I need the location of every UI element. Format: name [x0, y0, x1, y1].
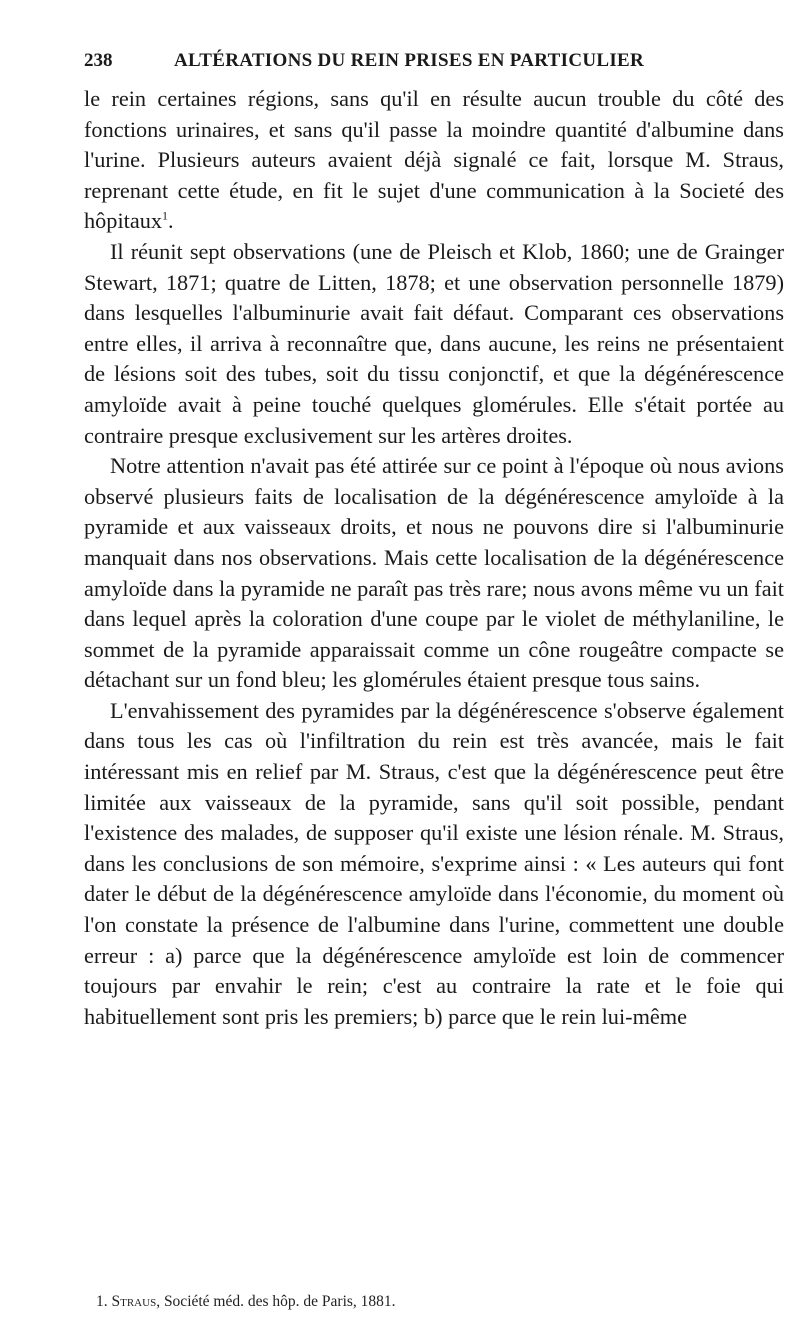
footnote: [96, 1293, 396, 1311]
footnote-author: Straus: [111, 1293, 157, 1310]
paragraph-1: [84, 84, 784, 237]
paragraph-1-end: .: [168, 208, 174, 234]
page: [84, 50, 784, 1032]
paragraph-3: Notre attention n'avait pas été attirée sur ce point à l'époque où nous avions observé plusieurs faits de localisation de la dégénérescence amyloïde à la pyramide et aux vaisseaux droits, et nous ne pouvons dire si l'albuminurie manquait dans nos observations. Mais cette localisation de la dégénérescence amyloïde dans la pyramide ne paraît pas très rare; nous avons même vu un fait dans lequel après la coloration d'une coupe par le violet de méthylaniline, le sommet de la pyramide apparaissait comme un cône rougeâtre compacte se détachant sur un fond bleu; les glomérules étaient presque tous sains.: [84, 453, 784, 693]
paragraph-1-text: le rein certaines régions, sans qu'il en résulte aucun trouble du côté des fonctions urinaires, et sans qu'il passe la moindre quantité d'albumine dans l'urine. Plusieurs auteurs avaient déjà signalé ce fait, lorsque M. Straus, reprenant cette étude, en fit le sujet d'une communication à la Societé des hôpitaux: [84, 86, 784, 234]
page-number: 238: [84, 50, 113, 71]
footnote-number: 1.: [96, 1293, 108, 1310]
running-title: ALTÉRATIONS DU REIN PRISES EN PARTICULIER: [174, 50, 645, 71]
page-header: [84, 50, 784, 84]
paragraph-4: L'envahissement des pyramides par la dégénérescence s'observe également dans tous les cas où l'infiltration du rein est très avancée, mais le fait intéressant mis en relief par M. Straus, c'est que la dégénérescence peut être limitée aux vaisseaux de la pyramide, sans qu'il soit possible, pendant l'existence des malades, de supposer qu'il existe une lésion rénale. M. Straus, dans les conclusions de son mémoire, s'exprime ainsi : « Les auteurs qui font dater le début de la dégénérescence amyloïde dans l'économie, du moment où l'on constate la présence de l'albumine dans l'urine, commettent une double erreur : a) parce que la dégénérescence amyloïde est loin de commencer toujours par envahir le rein; c'est au contraire la rate et le foie qui habituellement sont pris les premiers; b) parce que le rein lui-même: [84, 697, 784, 1029]
footnote-ref: 1: [162, 208, 169, 223]
paragraph-2: Il réunit sept observations (une de Pleisch et Klob, 1860; une de Grainger Stewart, 1871; quatre de Litten, 1878; et une observation personnelle 1879) dans lesquelles l'albuminurie avait fait défaut. Comparant ces observations entre elles, il arriva à reconnaître que, dans aucune, les reins ne présentaient de lésions soit des tubes, soit du tissu conjonctif, et que la dégénérescence amyloïde avait à peine touché quelques glomérules. Elle s'était portée au contraire presque exclusivement sur les artères droites.: [84, 238, 784, 448]
footnote-text: , Société méd. des hôp. de Paris, 1881.: [156, 1293, 396, 1310]
body-text: [84, 84, 784, 1032]
